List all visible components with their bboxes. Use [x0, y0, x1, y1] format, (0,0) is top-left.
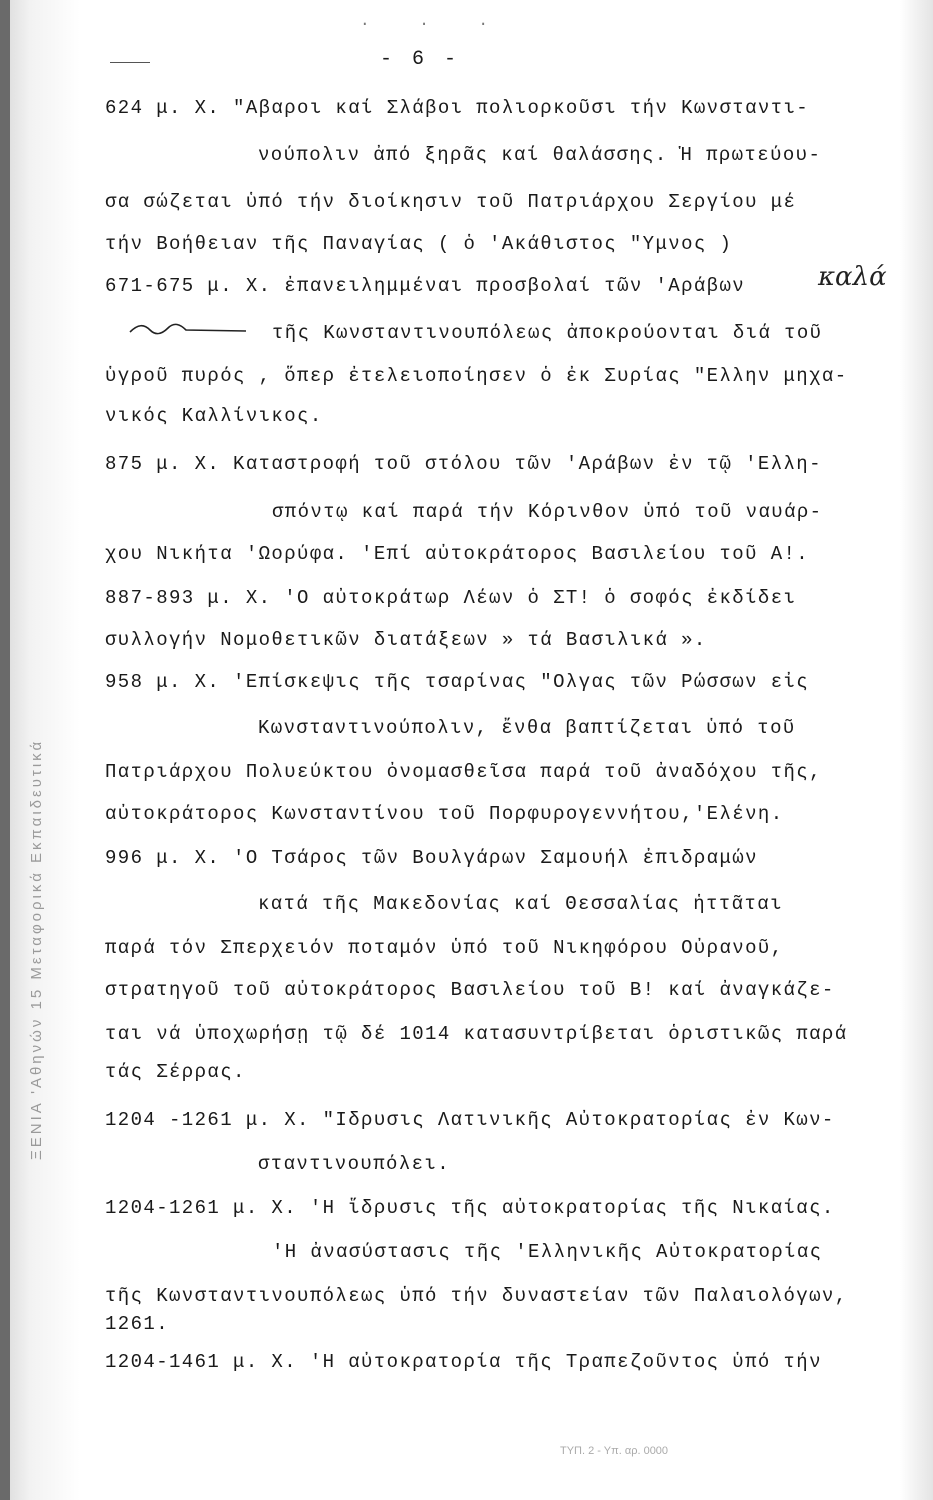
text-line: ται νά ὑποχωρήσῃ τῷ δέ 1014 κατασυντρίβεται ὁριστικῶς παρά	[105, 1023, 848, 1045]
text-line: νούπολιν ἀπό ξηρᾶς καί θαλάσσης. Ἡ πρωτεύου-	[258, 144, 822, 166]
text-line: 671-675 μ. Χ. ἐπανειλημμέναι προσβολαί τῶν 'Αράβων	[105, 275, 746, 297]
text-line: σπόντῳ καί παρά τήν Κόρινθον ὑπό τοῦ ναυάρ-	[272, 501, 823, 523]
text-line: Πατριάρχου Πολυεύκτου ὀνομασθεῖσα παρά τοῦ ἀναδόχου τῆς,	[105, 761, 822, 783]
text-line: τήν Βοήθειαν τῆς Παναγίας ( ὁ 'Ακάθιστος "Υμνος )	[105, 233, 733, 255]
text-line: 1204-1261 μ. Χ. 'Η ἵδρυσις τῆς αὐτοκρατορίας τῆς Νικαίας.	[105, 1197, 835, 1219]
text-line: 1204 -1261 μ. Χ. "Ιδρυσις Λατινικῆς Αὐτοκρατορίας ἐν Κων-	[105, 1109, 835, 1131]
text-line: παρά τόν Σπερχειόν ποταμόν ὑπό τοῦ Νικηφόρου Οὐρανοῦ,	[105, 937, 784, 959]
text-line: 1204-1461 μ. Χ. 'Η αὐτοκρατορία τῆς Τραπεζοῦντος ὑπό τήν	[105, 1351, 822, 1373]
text-line: συλλογήν Νομοθετικῶν διατάξεων » τά Βασιλικά ».	[105, 629, 707, 651]
text-line: 887-893 μ. Χ. 'Ο αὐτοκράτωρ Λέων ὁ ΣΤ! ὁ σοφός ἐκδίδει	[105, 587, 797, 609]
text-line: ὑγροῦ πυρός , ὅπερ ἐτελειοποίησεν ὁ ἐκ Συρίας "Ελλην μηχα-	[105, 365, 848, 387]
bottom-stamp: ΤΥΠ. 2 - Υπ. αρ. 0000	[560, 1445, 669, 1457]
top-marks: . . .	[360, 12, 509, 30]
text-line: τῆς Κωνσταντινουπόλεως ὑπό τήν δυναστείαν τῶν Παλαιολόγων,	[105, 1285, 848, 1307]
text-line: σταντινουπόλει.	[258, 1153, 451, 1175]
text-line: αὐτοκράτορος Κωνσταντίνου τοῦ Πορφυρογεννήτου,'Ελένη.	[105, 803, 784, 825]
text-line: 996 μ. Χ. 'Ο Τσάρος τῶν Βουλγάρων Σαμουήλ ἐπιδραμών	[105, 847, 758, 869]
text-line: Κωνσταντινούπολιν, ἔνθα βαπτίζεται ὑπό τοῦ	[258, 717, 796, 739]
text-line: χου Νικήτα 'Ωορύφα. 'Επί αὐτοκράτορος Βασιλείου τοῦ Α!.	[105, 543, 810, 565]
text-line: 1261.	[105, 1313, 170, 1335]
text-line: 624 μ. Χ. "Αβαροι καί Σλάβοι πολιορκοῦσι τήν Κωνσταντι-	[105, 97, 810, 119]
text-line: 958 μ. Χ. 'Επίσκεψις τῆς τσαρίνας "Ολγας τῶν Ρώσσων εἰς	[105, 671, 810, 693]
spine-stamp-text: ΞΕΝΙΑ 'Αθηνών 15 Μεταφορικά Εκπαιδευτικά	[28, 738, 45, 1160]
page-number: - 6 -	[379, 48, 460, 71]
text-line: τῆς Κωνσταντινουπόλεως ἀποκρούονται διά τοῦ	[272, 322, 823, 344]
text-line: 'Η ἀνασύστασις τῆς 'Ελληνικῆς Αὐτοκρατορίας	[272, 1241, 823, 1263]
text-line: κατά τῆς Μακεδονίας καί Θεσσαλίας ἡττᾶται	[258, 893, 783, 915]
text-line: τάς Σέρρας.	[105, 1061, 246, 1083]
handwritten-note: καλά	[818, 262, 887, 292]
text-line: σα σώζεται ὑπό τήν διοίκησιν τοῦ Πατριάρχου Σεργίου μέ	[105, 191, 797, 213]
text-line: στρατηγοῦ τοῦ αὐτοκράτορος Βασιλείου τοῦ Β! καί ἀναγκάζε-	[105, 979, 835, 1001]
squiggle-mark-icon	[128, 322, 248, 336]
text-line: νικός Καλλίνικος.	[105, 405, 323, 427]
text-line: 875 μ. Χ. Καταστροφή τοῦ στόλου τῶν 'Αράβων ἐν τῷ 'Ελλη-	[105, 453, 822, 475]
